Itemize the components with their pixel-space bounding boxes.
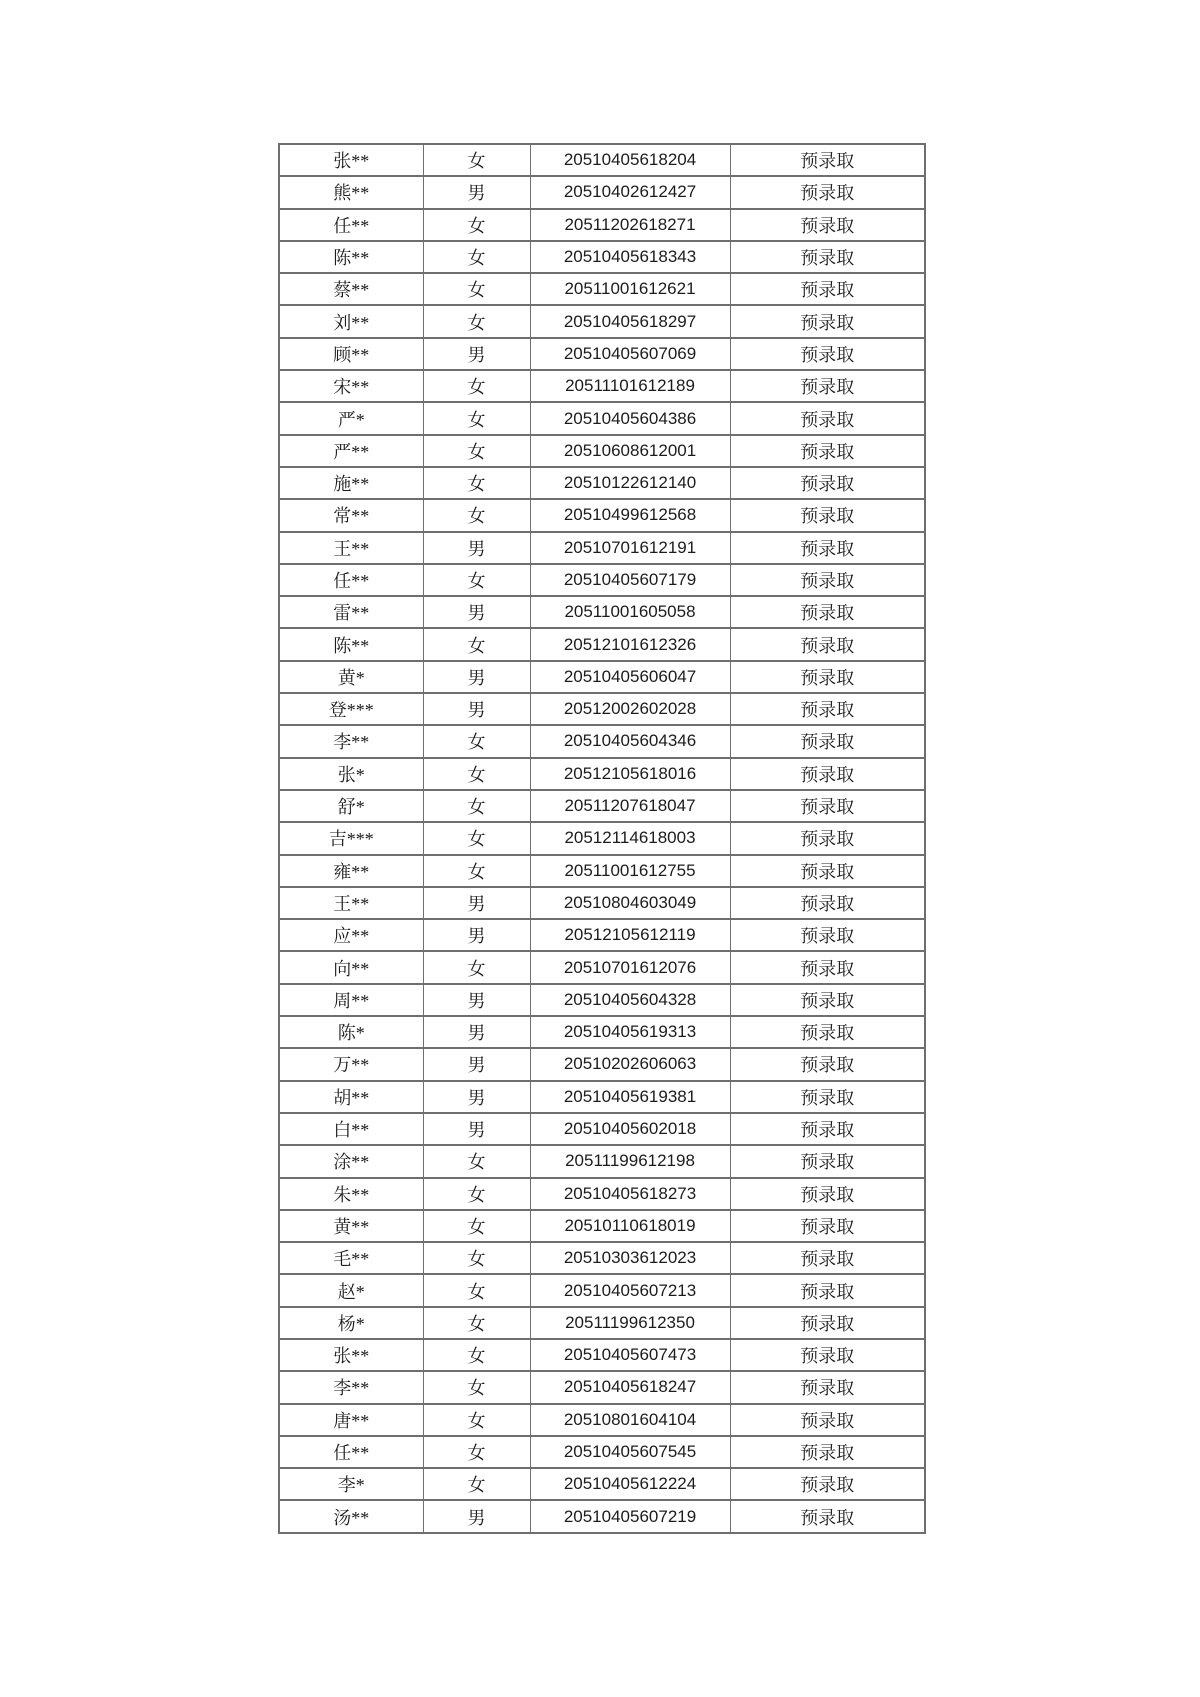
table-row (279, 1404, 925, 1436)
student-name: 赵* (279, 1274, 423, 1306)
student-id: 20510405618204 (530, 144, 730, 176)
student-id: 20510608612001 (530, 435, 730, 467)
student-gender: 女 (423, 467, 530, 499)
admission-status: 预录取 (730, 661, 925, 693)
table-row (279, 370, 925, 402)
student-gender: 女 (423, 1210, 530, 1242)
table-row (279, 338, 925, 370)
table-row (279, 1048, 925, 1080)
admission-status: 预录取 (730, 1145, 925, 1177)
student-name: 李** (279, 725, 423, 757)
student-name: 向** (279, 951, 423, 983)
admission-status: 预录取 (730, 984, 925, 1016)
admission-status: 预录取 (730, 1048, 925, 1080)
admission-status: 预录取 (730, 1339, 925, 1371)
student-gender: 男 (423, 1113, 530, 1145)
student-id: 20512101612326 (530, 628, 730, 660)
student-name: 张* (279, 758, 423, 790)
admission-status: 预录取 (730, 1404, 925, 1436)
student-id: 20511207618047 (530, 790, 730, 822)
student-gender: 女 (423, 209, 530, 241)
table-row (279, 1178, 925, 1210)
student-gender: 男 (423, 596, 530, 628)
admission-status: 预录取 (730, 338, 925, 370)
student-id: 20512105618016 (530, 758, 730, 790)
table-row (279, 1307, 925, 1339)
table-row (279, 1081, 925, 1113)
admission-status: 预录取 (730, 822, 925, 854)
student-id: 20512105612119 (530, 919, 730, 951)
student-gender: 男 (423, 693, 530, 725)
student-name: 熊** (279, 176, 423, 208)
student-id: 20510405618297 (530, 305, 730, 337)
table-row (279, 273, 925, 305)
student-id: 20510405604328 (530, 984, 730, 1016)
admission-status: 预录取 (730, 1500, 925, 1532)
student-id: 20510405619381 (530, 1081, 730, 1113)
student-name: 陈* (279, 1016, 423, 1048)
student-id: 20510405607179 (530, 564, 730, 596)
student-id: 20510405604386 (530, 402, 730, 434)
student-id: 20510202606063 (530, 1048, 730, 1080)
student-gender: 男 (423, 887, 530, 919)
table-row (279, 693, 925, 725)
student-id: 20510701612191 (530, 532, 730, 564)
student-gender: 女 (423, 435, 530, 467)
student-id: 20510405618247 (530, 1371, 730, 1403)
student-gender: 女 (423, 855, 530, 887)
admission-status: 预录取 (730, 758, 925, 790)
student-gender: 女 (423, 1274, 530, 1306)
student-gender: 男 (423, 1081, 530, 1113)
admission-status: 预录取 (730, 467, 925, 499)
table-row (279, 887, 925, 919)
table-row (279, 628, 925, 660)
student-id: 20510405607213 (530, 1274, 730, 1306)
table-row (279, 1274, 925, 1306)
table-row (279, 1145, 925, 1177)
admission-status: 预录取 (730, 402, 925, 434)
admission-status: 预录取 (730, 628, 925, 660)
admission-status: 预录取 (730, 887, 925, 919)
admission-status: 预录取 (730, 273, 925, 305)
student-gender: 女 (423, 790, 530, 822)
table-row (279, 661, 925, 693)
student-gender: 女 (423, 402, 530, 434)
table-row (279, 144, 925, 176)
student-id: 20510804603049 (530, 887, 730, 919)
student-name: 常** (279, 499, 423, 531)
table-row (279, 176, 925, 208)
table-row (279, 467, 925, 499)
admission-status: 预录取 (730, 1274, 925, 1306)
admission-status: 预录取 (730, 241, 925, 273)
student-name: 张** (279, 144, 423, 176)
student-id: 20510405619313 (530, 1016, 730, 1048)
student-gender: 女 (423, 564, 530, 596)
student-id: 20512114618003 (530, 822, 730, 854)
student-id: 20511199612198 (530, 1145, 730, 1177)
table-row (279, 1339, 925, 1371)
student-gender: 女 (423, 1145, 530, 1177)
table-row (279, 1016, 925, 1048)
student-name: 周** (279, 984, 423, 1016)
table-row (279, 209, 925, 241)
table-row (279, 1371, 925, 1403)
admission-status: 预录取 (730, 725, 925, 757)
student-name: 严* (279, 402, 423, 434)
admission-status: 预录取 (730, 1436, 925, 1468)
student-id: 20512002602028 (530, 693, 730, 725)
student-name: 应** (279, 919, 423, 951)
student-id: 20511101612189 (530, 370, 730, 402)
student-name: 陈** (279, 241, 423, 273)
student-gender: 女 (423, 370, 530, 402)
student-name: 雍** (279, 855, 423, 887)
student-name: 登*** (279, 693, 423, 725)
student-name: 李* (279, 1468, 423, 1500)
student-id: 20510405602018 (530, 1113, 730, 1145)
student-id: 20510110618019 (530, 1210, 730, 1242)
student-name: 任** (279, 209, 423, 241)
student-id: 20510499612568 (530, 499, 730, 531)
student-name: 蔡** (279, 273, 423, 305)
student-gender: 女 (423, 241, 530, 273)
student-gender: 女 (423, 1468, 530, 1500)
admission-list-table (278, 143, 926, 1534)
student-gender: 女 (423, 725, 530, 757)
student-gender: 女 (423, 1307, 530, 1339)
table-row (279, 1436, 925, 1468)
student-name: 朱** (279, 1178, 423, 1210)
admission-status: 预录取 (730, 1242, 925, 1274)
table-row (279, 564, 925, 596)
student-name: 万** (279, 1048, 423, 1080)
admission-status: 预录取 (730, 209, 925, 241)
student-gender: 女 (423, 1339, 530, 1371)
student-gender: 女 (423, 499, 530, 531)
student-name: 白** (279, 1113, 423, 1145)
table-row (279, 822, 925, 854)
admission-status: 预录取 (730, 1307, 925, 1339)
student-gender: 男 (423, 338, 530, 370)
table-row (279, 305, 925, 337)
student-gender: 女 (423, 273, 530, 305)
table-row (279, 402, 925, 434)
student-name: 黄* (279, 661, 423, 693)
admission-status: 预录取 (730, 532, 925, 564)
student-id: 20510801604104 (530, 1404, 730, 1436)
student-name: 舒* (279, 790, 423, 822)
student-id: 20511199612350 (530, 1307, 730, 1339)
student-id: 20510405618273 (530, 1178, 730, 1210)
student-id: 20511202618271 (530, 209, 730, 241)
student-name: 施** (279, 467, 423, 499)
admission-status: 预录取 (730, 305, 925, 337)
student-name: 唐** (279, 1404, 423, 1436)
student-name: 刘** (279, 305, 423, 337)
admission-status: 预录取 (730, 176, 925, 208)
student-gender: 男 (423, 984, 530, 1016)
admission-status: 预录取 (730, 1178, 925, 1210)
student-name: 李** (279, 1371, 423, 1403)
student-name: 顾** (279, 338, 423, 370)
admission-status: 预录取 (730, 1371, 925, 1403)
student-gender: 女 (423, 628, 530, 660)
student-gender: 男 (423, 919, 530, 951)
student-id: 20510405612224 (530, 1468, 730, 1500)
admission-status: 预录取 (730, 855, 925, 887)
table-row (279, 758, 925, 790)
student-gender: 女 (423, 144, 530, 176)
admission-status: 预录取 (730, 144, 925, 176)
admission-status: 预录取 (730, 499, 925, 531)
table-row (279, 435, 925, 467)
student-id: 20510405607473 (530, 1339, 730, 1371)
admission-status: 预录取 (730, 1210, 925, 1242)
table-row (279, 1113, 925, 1145)
student-name: 任** (279, 1436, 423, 1468)
admission-status: 预录取 (730, 1016, 925, 1048)
student-id: 20511001612755 (530, 855, 730, 887)
student-name: 张** (279, 1339, 423, 1371)
student-name: 黄** (279, 1210, 423, 1242)
table-row (279, 951, 925, 983)
student-gender: 女 (423, 1242, 530, 1274)
student-id: 20510405604346 (530, 725, 730, 757)
admission-status: 预录取 (730, 790, 925, 822)
student-gender: 男 (423, 176, 530, 208)
admission-status: 预录取 (730, 919, 925, 951)
student-name: 王** (279, 887, 423, 919)
student-name: 任** (279, 564, 423, 596)
table-row (279, 919, 925, 951)
admission-status: 预录取 (730, 1468, 925, 1500)
student-id: 20510405607069 (530, 338, 730, 370)
student-id: 20510402612427 (530, 176, 730, 208)
student-gender: 女 (423, 951, 530, 983)
student-gender: 女 (423, 305, 530, 337)
student-gender: 女 (423, 822, 530, 854)
student-name: 胡** (279, 1081, 423, 1113)
student-name: 陈** (279, 628, 423, 660)
student-gender: 男 (423, 661, 530, 693)
student-gender: 男 (423, 1016, 530, 1048)
student-gender: 女 (423, 1371, 530, 1403)
table-row (279, 984, 925, 1016)
student-id: 20510405607545 (530, 1436, 730, 1468)
table-row (279, 790, 925, 822)
admission-status: 预录取 (730, 435, 925, 467)
student-name: 汤** (279, 1500, 423, 1532)
table-row (279, 1500, 925, 1532)
student-id: 20510303612023 (530, 1242, 730, 1274)
student-name: 严** (279, 435, 423, 467)
student-gender: 女 (423, 758, 530, 790)
student-gender: 男 (423, 1500, 530, 1532)
student-id: 20510701612076 (530, 951, 730, 983)
table-row (279, 499, 925, 531)
student-id: 20510405607219 (530, 1500, 730, 1532)
student-gender: 男 (423, 1048, 530, 1080)
table-row (279, 596, 925, 628)
table-row (279, 532, 925, 564)
table-row (279, 1242, 925, 1274)
admission-status: 预录取 (730, 1081, 925, 1113)
student-id: 20510405606047 (530, 661, 730, 693)
student-id: 20511001605058 (530, 596, 730, 628)
student-id: 20510122612140 (530, 467, 730, 499)
student-name: 杨* (279, 1307, 423, 1339)
student-name: 吉*** (279, 822, 423, 854)
student-gender: 男 (423, 532, 530, 564)
admission-status: 预录取 (730, 596, 925, 628)
student-id: 20511001612621 (530, 273, 730, 305)
admission-status: 预录取 (730, 693, 925, 725)
admission-status: 预录取 (730, 1113, 925, 1145)
student-name: 宋** (279, 370, 423, 402)
admission-table-body (279, 144, 925, 1533)
student-name: 涂** (279, 1145, 423, 1177)
student-gender: 女 (423, 1178, 530, 1210)
student-gender: 女 (423, 1404, 530, 1436)
admission-status: 预录取 (730, 370, 925, 402)
student-name: 雷** (279, 596, 423, 628)
admission-status: 预录取 (730, 564, 925, 596)
admission-status: 预录取 (730, 951, 925, 983)
table-row (279, 725, 925, 757)
student-name: 毛** (279, 1242, 423, 1274)
student-gender: 女 (423, 1436, 530, 1468)
table-row (279, 1210, 925, 1242)
student-id: 20510405618343 (530, 241, 730, 273)
table-row (279, 855, 925, 887)
student-name: 王** (279, 532, 423, 564)
table-row (279, 241, 925, 273)
table-row (279, 1468, 925, 1500)
